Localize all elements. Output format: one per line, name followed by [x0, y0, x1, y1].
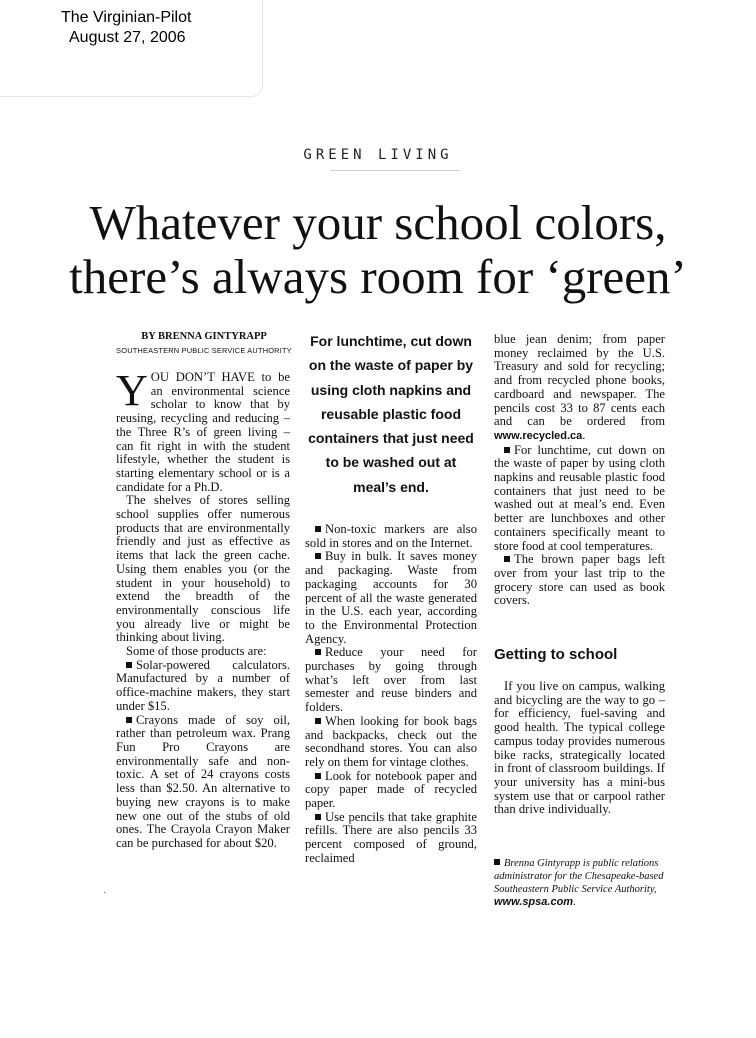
bullet-square-icon	[494, 859, 500, 865]
pull-quote: For lunchtime, cut down on the waste of paper by using cloth napkins and reusable plastic food containers that just need to be washed out at meal’s end.	[308, 333, 474, 495]
bullet-item: The brown paper bags left over from your last trip to the grocery store can used as book covers.	[494, 552, 665, 608]
bullet-item: Use pencils that take graphite refills. There are also pencils 33 percent composed of ground, reclaimed	[305, 809, 477, 865]
paragraph: Some of those products are:	[126, 644, 267, 659]
bullet-item: Solar-powered calculators. Manufactured by a number of office-machine makers, they start under $15.	[116, 657, 290, 713]
paragraph: blue jean denim; from paper money reclaimed by the U.S. Treasury and sold for recycling; and from recycled phone books, cardboard and newspaper. The pencils cost 33 to 87 cents each and can be ordered from www.recycled.ca.	[494, 332, 665, 442]
bullet-item: Reduce your need for purchases by going through what’s left over from last semester and reuse binders and folders.	[305, 645, 477, 715]
column-3-continued	[494, 680, 665, 817]
bullet-item: When looking for book bags and backpacks, check out the secondhand stores. You can also rely on them for vintage clothes.	[305, 713, 477, 769]
lead-paragraph: YOU DON’T HAVE to be an environmental science scholar to know that by reusing, recycling and reducing – the Three R’s of green living – can fit right in with the student lifestyle, whether the student is starting elementary school or is a candidate for a Ph.D.	[116, 366, 290, 494]
column-1	[116, 366, 290, 851]
bullet-square-icon	[315, 773, 321, 779]
bullet-item: Crayons made of soy oil, rather than petroleum wax. Prang Fun Pro Crayons are environmentally safe and non-toxic. A set of 24 crayons costs less than $2.50. An alternative to buying new crayons is to make new one out of the stubs of old ones. The Crayola Crayon Maker can be purchased for about $20.	[116, 712, 290, 850]
byline-author: BY BRENNA GINTYRAPP	[141, 331, 267, 342]
bullet-square-icon	[504, 556, 510, 562]
bullet-square-icon	[315, 649, 321, 655]
bullet-square-icon	[315, 718, 321, 724]
bullet-item: Buy in bulk. It saves money and packaging. Waste from packaging accounts for 30 percent of all the waste generated in the U.S. each year, according to the Environmental Protection Agency.	[305, 549, 477, 646]
section-label: GREEN LIVING	[303, 147, 453, 163]
headline-line-1: Whatever your school colors,	[89, 195, 667, 250]
subhead-getting-to-school: Getting to school	[494, 646, 618, 663]
author-bio: Brenna Gintyrapp is public relations administrator for the Chesapeake-based Southeastern Public Service Authority, www.spsa.com.	[494, 858, 664, 909]
drop-cap: Y	[116, 366, 148, 415]
headline	[0, 196, 756, 304]
section-rule	[330, 170, 460, 171]
bullet-square-icon	[315, 526, 321, 532]
bullet-square-icon	[315, 553, 321, 559]
paragraph: If you live on campus, walking and bicycling are the way to go – for efficiency, fuel-saving and good health. The typical college campus today provides numerous bike racks, strategically located in front of classroom buildings. If your university has a mini-bus system use that or carpool rather than drive individually.	[494, 679, 665, 817]
bullet-item: For lunchtime, cut down on the waste of paper by using cloth napkins and reusable plastic food containers that just need to be washed out at meal’s end. Even better are lunchboxes and other containers specifically meant to store food at cool temperatures.	[494, 442, 665, 553]
bullet-item: Look for notebook paper and copy paper made of recycled paper.	[305, 768, 477, 811]
recycled-link[interactable]: www.recycled.ca	[494, 429, 583, 442]
publication-name: The Virginian-Pilot	[61, 9, 192, 26]
column-2	[305, 523, 477, 866]
bullet-square-icon	[126, 717, 132, 723]
publication-date: August 27, 2006	[69, 29, 186, 46]
byline-organization: SOUTHEASTERN PUBLIC SERVICE AUTHORITY	[116, 346, 292, 355]
column-3	[494, 333, 665, 608]
paragraph: The shelves of stores selling school supplies offer numerous products that are environmentally friendly and just as effective as items that lack the green cache. Using them enables you (or the student in your household) to extend the breadth of the environmentally conscious life you already live or might be thinking about living.	[116, 493, 290, 645]
bullet-item: Non-toxic markers are also sold in stores and on the Internet.	[305, 522, 477, 550]
spsa-link[interactable]: www.spsa.com	[494, 896, 574, 909]
margin-mark: ·	[103, 888, 107, 899]
bullet-square-icon	[126, 662, 132, 668]
bullet-square-icon	[504, 447, 510, 453]
bullet-square-icon	[315, 814, 321, 820]
headline-line-2: there’s always room for ‘green’	[69, 249, 687, 304]
